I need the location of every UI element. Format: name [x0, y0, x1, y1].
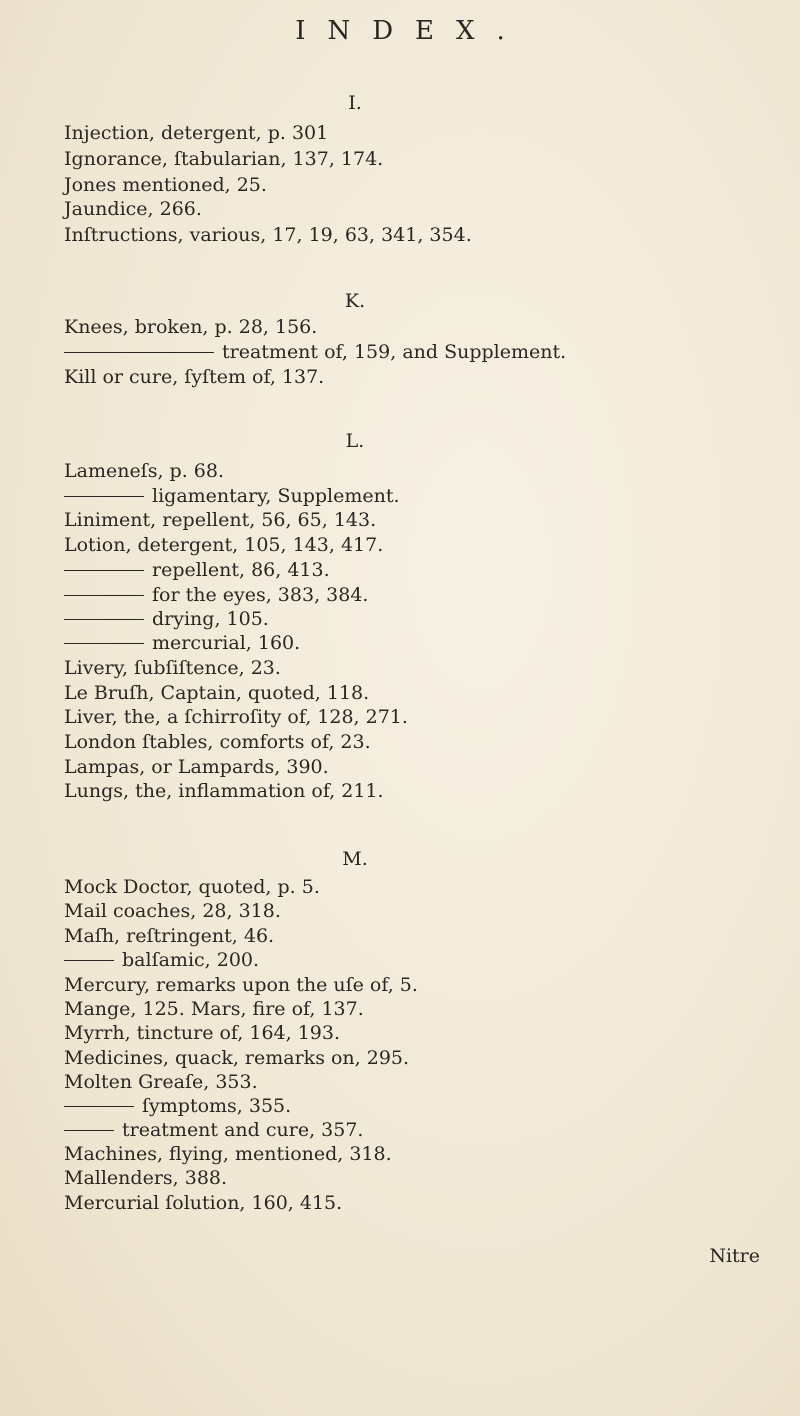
index-entry: Mercury, remarks upon the uſe of, 5.: [64, 974, 418, 996]
ditto-dash: [64, 1130, 114, 1131]
index-entry: Machines, flying, mentioned, 318.: [64, 1143, 392, 1165]
ditto-dash: [64, 960, 114, 961]
catchword: Nitre: [709, 1245, 760, 1267]
entry-text: treatment and cure, 357.: [122, 1119, 364, 1141]
entry-text: treatment of, 159, and Supplement.: [222, 341, 567, 363]
entry-text: for the eyes, 383, 384.: [152, 584, 369, 606]
ditto-dash: [64, 1106, 134, 1107]
index-entry: Liniment, repellent, 56, 65, 143.: [64, 509, 377, 531]
index-entry: Myrrh, tincture of, 164, 193.: [64, 1022, 341, 1044]
index-entry: Molten Greaſe, 353.: [64, 1071, 258, 1093]
index-entry-continuation: [64, 487, 400, 506]
entry-text: balſamic, 200.: [122, 949, 260, 971]
section-letter-m: M.: [342, 848, 368, 870]
ditto-dash: [64, 352, 214, 353]
index-entry: Liver, the, a ſchirroſity of, 128, 271.: [64, 706, 408, 728]
section-letter-k: K.: [344, 290, 366, 312]
index-entry: Kill or cure, ſyſtem of, 137.: [64, 366, 325, 388]
section-letter-i: I.: [348, 92, 362, 114]
index-entry-continuation: [64, 586, 368, 605]
index-entry: Lungs, the, inflammation of, 211.: [64, 780, 384, 802]
index-entry: Injection, detergent, p. 301: [64, 122, 329, 144]
index-entry: Inſtructions, various, 17, 19, 63, 341, 354.: [64, 224, 472, 246]
index-entry: Ignorance, ſtabularian, 137, 174.: [64, 148, 384, 170]
ditto-dash: [64, 570, 144, 571]
entry-text: drying, 105.: [152, 608, 269, 630]
index-entry: Le Bruſh, Captain, quoted, 118.: [64, 682, 370, 704]
section-letter-l: L.: [345, 430, 365, 452]
entry-text: ligamentary, Supplement.: [152, 485, 400, 507]
index-entry-continuation: [64, 951, 259, 970]
ditto-dash: [64, 619, 144, 620]
index-entry: Maſh, reſtringent, 46.: [64, 925, 275, 947]
index-entry: Livery, ſubſiſtence, 23.: [64, 657, 281, 679]
index-entry-continuation: [64, 343, 566, 362]
index-entry: Medicines, quack, remarks on, 295.: [64, 1047, 410, 1069]
index-entry-continuation: [64, 1121, 363, 1140]
index-entry: London ſtables, comforts of, 23.: [64, 731, 371, 753]
index-entry: Lotion, detergent, 105, 143, 417.: [64, 534, 384, 556]
index-entry: Jones mentioned, 25.: [64, 174, 267, 196]
index-entry-continuation: [64, 610, 269, 629]
index-entry: Mercurial ſolution, 160, 415.: [64, 1192, 343, 1214]
index-entry: Lampas, or Lampards, 390.: [64, 756, 329, 778]
entry-text: mercurial, 160.: [152, 632, 301, 654]
index-entry: Knees, broken, p. 28, 156.: [64, 316, 318, 338]
index-entry-continuation: [64, 1097, 291, 1116]
ditto-dash: [64, 595, 144, 596]
index-entry: Mallenders, 388.: [64, 1167, 228, 1189]
ditto-dash: [64, 643, 144, 644]
entry-text: repellent, 86, 413.: [152, 559, 330, 581]
page-title: INDEX.: [295, 16, 527, 46]
index-entry-continuation: [64, 561, 330, 580]
ditto-dash: [64, 496, 144, 497]
index-entry: Mail coaches, 28, 318.: [64, 900, 281, 922]
entry-text: ſymptoms, 355.: [142, 1095, 292, 1117]
index-entry: Mock Doctor, quoted, p. 5.: [64, 876, 320, 898]
index-entry: Jaundice, 266.: [64, 198, 202, 220]
index-entry-continuation: [64, 634, 300, 653]
index-entry: Mange, 125. Mars, fire of, 137.: [64, 998, 364, 1020]
index-entry: Lameneſs, p. 68.: [64, 460, 225, 482]
